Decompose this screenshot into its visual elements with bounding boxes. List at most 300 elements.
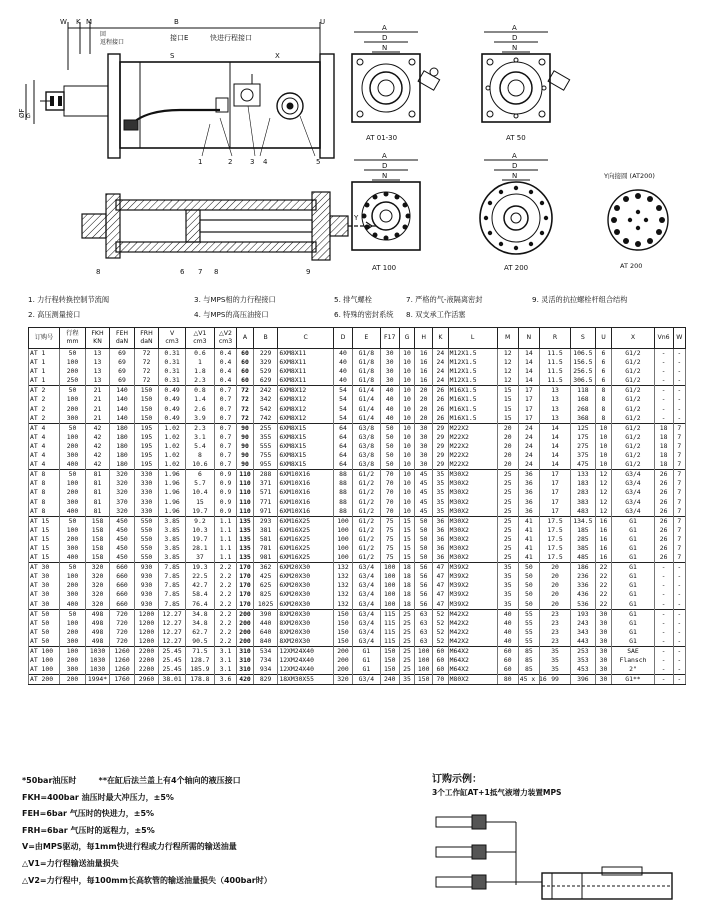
- table-cell: 16: [595, 553, 612, 563]
- table-cell: G3/4: [612, 488, 654, 497]
- view-at50: [466, 24, 576, 149]
- table-cell: 50: [60, 516, 86, 526]
- table-cell: 18: [654, 423, 673, 433]
- header-label: N: [526, 334, 532, 341]
- header-label: C: [303, 334, 308, 341]
- dimension-table: [28, 327, 686, 685]
- table-cell: -: [673, 675, 685, 685]
- table-cell: M22X2: [448, 442, 497, 451]
- table-cell: 1260: [110, 647, 134, 657]
- table-cell: 16: [415, 349, 433, 359]
- table-row: [29, 675, 686, 685]
- table-cell: 63: [415, 619, 433, 628]
- table-cell: 1.02: [159, 423, 186, 433]
- table-row: [29, 358, 686, 367]
- table-cell: 934: [253, 665, 277, 675]
- table-cell: -: [673, 376, 685, 386]
- table-cell: 64: [334, 451, 353, 460]
- table-cell: 40: [497, 619, 518, 628]
- table-row: [29, 656, 686, 665]
- table-cell: 300: [60, 637, 86, 647]
- table-cell: 930: [134, 590, 158, 599]
- table-cell: -: [654, 349, 673, 359]
- table-cell: G3/8: [352, 423, 380, 433]
- table-cell: G1/2: [612, 451, 654, 460]
- table-cell: 12: [595, 470, 612, 480]
- table-cell: 54: [334, 386, 353, 396]
- table-cell: M22X2: [448, 451, 497, 460]
- header-label: M: [505, 334, 511, 341]
- table-cell: -: [673, 628, 685, 637]
- table-cell: 200: [237, 609, 254, 619]
- table-cell: AT 8: [29, 488, 60, 497]
- table-cell: 20: [497, 423, 518, 433]
- table-cell: 26: [654, 553, 673, 563]
- table-cell: 200: [60, 581, 86, 590]
- table-cell: M64X2: [448, 656, 497, 665]
- legend-item: 9. 灵活的抗拉螺栓杆组合结构: [532, 295, 628, 304]
- table-cell: 26: [654, 507, 673, 517]
- table-cell: G1: [612, 563, 654, 573]
- table-cell: 150: [134, 386, 158, 396]
- table-cell: G3/4: [352, 609, 380, 619]
- table-cell: 720: [110, 628, 134, 637]
- table-cell: 60: [497, 647, 518, 657]
- table-cell: -: [673, 349, 685, 359]
- table-cell: 24: [518, 442, 539, 451]
- table-cell: 255: [253, 423, 277, 433]
- table-cell: 10: [399, 423, 415, 433]
- header-label: 订购号: [34, 334, 54, 341]
- table-cell: 320: [85, 590, 109, 599]
- table-cell: 20: [497, 451, 518, 460]
- header-unit: daN: [140, 338, 153, 345]
- table-cell: 7: [673, 544, 685, 553]
- table-cell: 10: [399, 470, 415, 480]
- table-cell: G1/2: [612, 433, 654, 442]
- table-cell: G1: [612, 590, 654, 599]
- table-cell: AT 2: [29, 405, 60, 414]
- table-cell: 20: [539, 590, 570, 599]
- table-cell: 17: [539, 507, 570, 517]
- table-cell: 36: [518, 479, 539, 488]
- table-cell: 47: [433, 590, 449, 599]
- table-cell: 383: [571, 498, 595, 507]
- note-line: *50bar油压时 **在缸后法兰盖上有4个轴向的液压接口: [22, 776, 241, 785]
- table-cell: M12X1.5: [448, 349, 497, 359]
- table-cell: 320: [334, 675, 353, 685]
- table-cell: 42: [85, 451, 109, 460]
- table-header-cell: [539, 328, 570, 349]
- table-cell: 0.7: [214, 442, 236, 451]
- table-cell: 320: [85, 572, 109, 581]
- table-cell: G1: [612, 553, 654, 563]
- svg-text:ØF: ØF: [18, 108, 26, 118]
- table-cell: 70: [433, 675, 449, 685]
- note-line: △V2=力行程中，每100mm长高软管的输送油量损失（400bar时）: [22, 875, 272, 885]
- order-example-title: 订购示例：: [432, 774, 482, 785]
- header-label: Vn6: [657, 334, 670, 341]
- table-cell: 18: [654, 451, 673, 460]
- table-cell: AT 2: [29, 414, 60, 424]
- table-cell: 18: [399, 581, 415, 590]
- table-cell: 50: [415, 553, 433, 563]
- svg-text:M: M: [86, 18, 93, 26]
- table-cell: 40: [380, 395, 399, 404]
- table-cell: 50: [60, 563, 86, 573]
- table-header-cell: [334, 328, 353, 349]
- table-cell: 183: [571, 479, 595, 488]
- table-cell: G1/2: [352, 526, 380, 535]
- table-cell: 310: [237, 665, 254, 675]
- table-cell: 132: [334, 563, 353, 573]
- table-cell: AT 30: [29, 581, 60, 590]
- table-cell: AT 50: [29, 628, 60, 637]
- table-cell: 70: [380, 470, 399, 480]
- table-cell: 100: [60, 433, 86, 442]
- table-cell: 20: [415, 395, 433, 404]
- table-cell: 10: [399, 349, 415, 359]
- table-cell: 25: [497, 535, 518, 544]
- table-header-cell: [253, 328, 277, 349]
- table-cell: 0.7: [214, 395, 236, 404]
- table-cell: 81: [85, 470, 109, 480]
- table-header-cell: [448, 328, 497, 349]
- svg-text:A: A: [382, 152, 387, 160]
- table-cell: 10: [399, 460, 415, 470]
- table-cell: 25.45: [159, 647, 186, 657]
- table-cell: 6XM10X16: [278, 479, 334, 488]
- table-cell: 0.9: [214, 498, 236, 507]
- table-cell: -: [673, 358, 685, 367]
- table-cell: 18: [654, 433, 673, 442]
- table-cell: 400: [60, 460, 86, 470]
- table-cell: 40: [380, 414, 399, 424]
- table-cell: 60: [237, 376, 254, 386]
- table-cell: 200: [237, 619, 254, 628]
- table-cell: 6XM20X30: [278, 563, 334, 573]
- table-cell: 660: [110, 590, 134, 599]
- table-cell: 30: [415, 451, 433, 460]
- table-cell: 7: [673, 526, 685, 535]
- legend-item: 4. 与MPS的高压油接口: [194, 310, 269, 319]
- table-cell: 100: [415, 647, 433, 657]
- table-cell: G1/8: [352, 349, 380, 359]
- table-cell: 443: [571, 637, 595, 647]
- table-cell: 370: [110, 498, 134, 507]
- table-cell: 6: [595, 349, 612, 359]
- table-cell: 26: [433, 414, 449, 424]
- table-cell: 30: [595, 628, 612, 637]
- table-cell: 180: [110, 451, 134, 460]
- table-cell: 158: [85, 516, 109, 526]
- table-cell: M39X2: [448, 590, 497, 599]
- table-cell: 320: [85, 600, 109, 610]
- header-label: △V2: [219, 330, 232, 337]
- table-cell: 25: [399, 665, 415, 675]
- table-cell: 955: [253, 460, 277, 470]
- header-label: FKH: [91, 330, 104, 337]
- table-cell: 275: [571, 442, 595, 451]
- table-cell: 25: [497, 488, 518, 497]
- table-cell: 135: [237, 526, 254, 535]
- table-cell: 29: [433, 433, 449, 442]
- table-cell: 1.8: [185, 367, 214, 376]
- table-cell: AT 30: [29, 563, 60, 573]
- table-cell: M30X2: [448, 470, 497, 480]
- order-example: [432, 773, 692, 909]
- table-cell: M30X2: [448, 498, 497, 507]
- table-cell: 10: [399, 358, 415, 367]
- note-line: △V1=力行程输送油量损失: [22, 858, 119, 868]
- table-cell: -: [654, 665, 673, 675]
- table-cell: 72: [134, 367, 158, 376]
- table-cell: 0.4: [214, 358, 236, 367]
- table-cell: -: [654, 619, 673, 628]
- table-cell: 660: [110, 572, 134, 581]
- table-cell: 150: [334, 619, 353, 628]
- table-cell: 80: [497, 675, 518, 685]
- table-cell: 7: [673, 423, 685, 433]
- table-cell: -: [673, 367, 685, 376]
- table-cell: 200: [60, 675, 86, 685]
- table-cell: 12.27: [159, 619, 186, 628]
- table-cell: 0.8: [185, 386, 214, 396]
- table-cell: 128.7: [185, 656, 214, 665]
- table-cell: G1/2: [612, 423, 654, 433]
- table-cell: 1.1: [214, 526, 236, 535]
- table-cell: 25: [497, 479, 518, 488]
- table-row: [29, 349, 686, 359]
- table-cell: -: [654, 628, 673, 637]
- table-cell: 629: [253, 376, 277, 386]
- table-cell: -: [654, 367, 673, 376]
- table-cell: 236: [571, 572, 595, 581]
- table-cell: M30X2: [448, 553, 497, 563]
- table-cell: 17: [539, 498, 570, 507]
- table-cell: 58.4: [185, 590, 214, 599]
- table-cell: 41: [518, 535, 539, 544]
- table-cell: G1/2: [612, 442, 654, 451]
- table-cell: 100: [60, 572, 86, 581]
- table-cell: 64: [334, 460, 353, 470]
- table-cell: 150: [134, 414, 158, 424]
- table-cell: 288: [253, 470, 277, 480]
- table-cell: 50: [60, 609, 86, 619]
- svg-text:D: D: [382, 162, 388, 170]
- table-cell: 20: [539, 563, 570, 573]
- table-cell: 72: [237, 395, 254, 404]
- view-y-at200: [598, 168, 678, 278]
- table-cell: 7.85: [159, 563, 186, 573]
- table-cell: 529: [253, 367, 277, 376]
- table-cell: 100: [60, 647, 86, 657]
- table-cell: 534: [253, 647, 277, 657]
- table-cell: -: [673, 656, 685, 665]
- table-cell: 60: [433, 665, 449, 675]
- table-cell: 7: [673, 460, 685, 470]
- table-cell: 0.9: [214, 479, 236, 488]
- table-cell: 24: [433, 376, 449, 386]
- table-cell: AT 4: [29, 423, 60, 433]
- table-cell: 115: [380, 619, 399, 628]
- table-cell: 185: [571, 526, 595, 535]
- table-cell: 75: [380, 535, 399, 544]
- table-cell: 81: [85, 488, 109, 497]
- table-cell: 100: [60, 358, 86, 367]
- table-cell: 6XM8X15: [278, 460, 334, 470]
- table-cell: 498: [85, 628, 109, 637]
- table-cell: 55: [518, 609, 539, 619]
- table-cell: 6XM8X12: [278, 414, 334, 424]
- table-row: [29, 572, 686, 581]
- table-cell: 60: [433, 656, 449, 665]
- table-cell: -: [654, 637, 673, 647]
- table-cell: 829: [253, 675, 277, 685]
- table-cell: 1.96: [159, 479, 186, 488]
- table-cell: 310: [237, 656, 254, 665]
- table-cell: 41: [518, 553, 539, 563]
- table-cell: G1/2: [612, 395, 654, 404]
- table-cell: 15: [497, 414, 518, 424]
- table-cell: 536: [571, 600, 595, 610]
- table-cell: 12: [595, 498, 612, 507]
- order-example-subtitle: 3个工作缸AT+1抵气液增力装置MPS: [432, 788, 562, 797]
- table-cell: 195: [134, 460, 158, 470]
- table-cell: 6XM16X25: [278, 544, 334, 553]
- table-cell: 17.5: [539, 553, 570, 563]
- table-cell: 7: [673, 470, 685, 480]
- header-label: R: [552, 334, 558, 341]
- table-cell: 306.5: [571, 376, 595, 386]
- table-cell: 8: [595, 386, 612, 396]
- svg-text:Y: Y: [354, 214, 359, 222]
- table-cell: 125: [571, 423, 595, 433]
- svg-text:8: 8: [96, 268, 101, 276]
- table-row: [29, 526, 686, 535]
- table-cell: 50: [518, 563, 539, 573]
- table-cell: 2.2: [214, 581, 236, 590]
- table-cell: 200: [60, 442, 86, 451]
- table-cell: 660: [110, 600, 134, 610]
- table-row: [29, 376, 686, 386]
- table-cell: 660: [110, 581, 134, 590]
- table-cell: Flansch: [612, 656, 654, 665]
- table-cell: -: [654, 414, 673, 424]
- table-cell: 542: [253, 405, 277, 414]
- table-cell: 156.5: [571, 358, 595, 367]
- table-cell: 12.27: [159, 637, 186, 647]
- table-cell: -: [673, 581, 685, 590]
- table-cell: 40: [497, 609, 518, 619]
- table-cell: G3/4: [352, 572, 380, 581]
- table-cell: 19.7: [185, 535, 214, 544]
- table-cell: 0.49: [159, 405, 186, 414]
- table-cell: 10: [399, 442, 415, 451]
- table-cell: 300: [60, 451, 86, 460]
- table-cell: 981: [253, 553, 277, 563]
- table-cell: 170: [237, 600, 254, 610]
- table-header-cell: [380, 328, 399, 349]
- table-cell: AT 1: [29, 349, 60, 359]
- table-cell: 8XM20X30: [278, 628, 334, 637]
- table-header-cell: [134, 328, 158, 349]
- table-cell: 13: [539, 395, 570, 404]
- table-cell: 40: [497, 637, 518, 647]
- table-cell: 35: [497, 572, 518, 581]
- header-unit: cm3: [218, 338, 233, 345]
- table-header-cell: [612, 328, 654, 349]
- table-cell: 100: [60, 619, 86, 628]
- table-cell: 14: [539, 442, 570, 451]
- table-cell: -: [673, 572, 685, 581]
- table-cell: 200: [237, 637, 254, 647]
- table-cell: 14: [539, 451, 570, 460]
- table-cell: 1.4: [185, 395, 214, 404]
- header-unit: daN: [115, 338, 129, 345]
- table-cell: 6XM8X11: [278, 376, 334, 386]
- table-cell: 55: [518, 619, 539, 628]
- table-cell: 6XM20X30: [278, 590, 334, 599]
- table-cell: 64: [334, 423, 353, 433]
- table-cell: 41: [518, 516, 539, 526]
- table-cell: 81: [85, 479, 109, 488]
- svg-text:N: N: [382, 172, 388, 180]
- table-cell: 24: [518, 423, 539, 433]
- table-cell: -: [654, 647, 673, 657]
- table-cell: 7: [673, 442, 685, 451]
- table-cell: 12: [497, 376, 518, 386]
- table-cell: 90: [237, 423, 254, 433]
- table-cell: 2.2: [214, 590, 236, 599]
- note-line: FRH=6bar 气压时的返程力，±5%: [22, 825, 155, 835]
- table-cell: 133: [571, 470, 595, 480]
- table-cell: 293: [253, 516, 277, 526]
- header-label: FEH: [115, 330, 129, 337]
- table-cell: 13: [85, 349, 109, 359]
- table-cell: 8XM20X30: [278, 619, 334, 628]
- table-cell: -: [654, 675, 673, 685]
- svg-text:Y向接圆 (AT200): Y向接圆 (AT200): [604, 172, 655, 180]
- table-cell: 7: [673, 451, 685, 460]
- table-cell: 200: [60, 656, 86, 665]
- table-row: [29, 609, 686, 619]
- table-cell: 170: [237, 590, 254, 599]
- table-cell: 23: [539, 628, 570, 637]
- table-cell: 15: [497, 386, 518, 396]
- table-cell: AT 4: [29, 433, 60, 442]
- table-cell: 0.7: [214, 414, 236, 424]
- table-cell: 25.45: [159, 656, 186, 665]
- table-cell: AT 1: [29, 376, 60, 386]
- table-cell: G3/4: [612, 470, 654, 480]
- table-cell: -: [673, 395, 685, 404]
- table-cell: 40: [497, 628, 518, 637]
- table-cell: 3.1: [214, 656, 236, 665]
- table-cell: 34.8: [185, 609, 214, 619]
- table-cell: 47: [433, 572, 449, 581]
- legend-item: 7. 严格的气-液隔离密封: [406, 295, 483, 304]
- table-cell: 10: [595, 442, 612, 451]
- table-cell: AT 1: [29, 367, 60, 376]
- table-cell: 30: [415, 423, 433, 433]
- table-cell: 362: [253, 563, 277, 573]
- table-cell: 42.7: [185, 581, 214, 590]
- table-cell: M39X2: [448, 563, 497, 573]
- table-cell: 37: [185, 553, 214, 563]
- table-cell: 22: [595, 581, 612, 590]
- table-cell: 2200: [134, 647, 158, 657]
